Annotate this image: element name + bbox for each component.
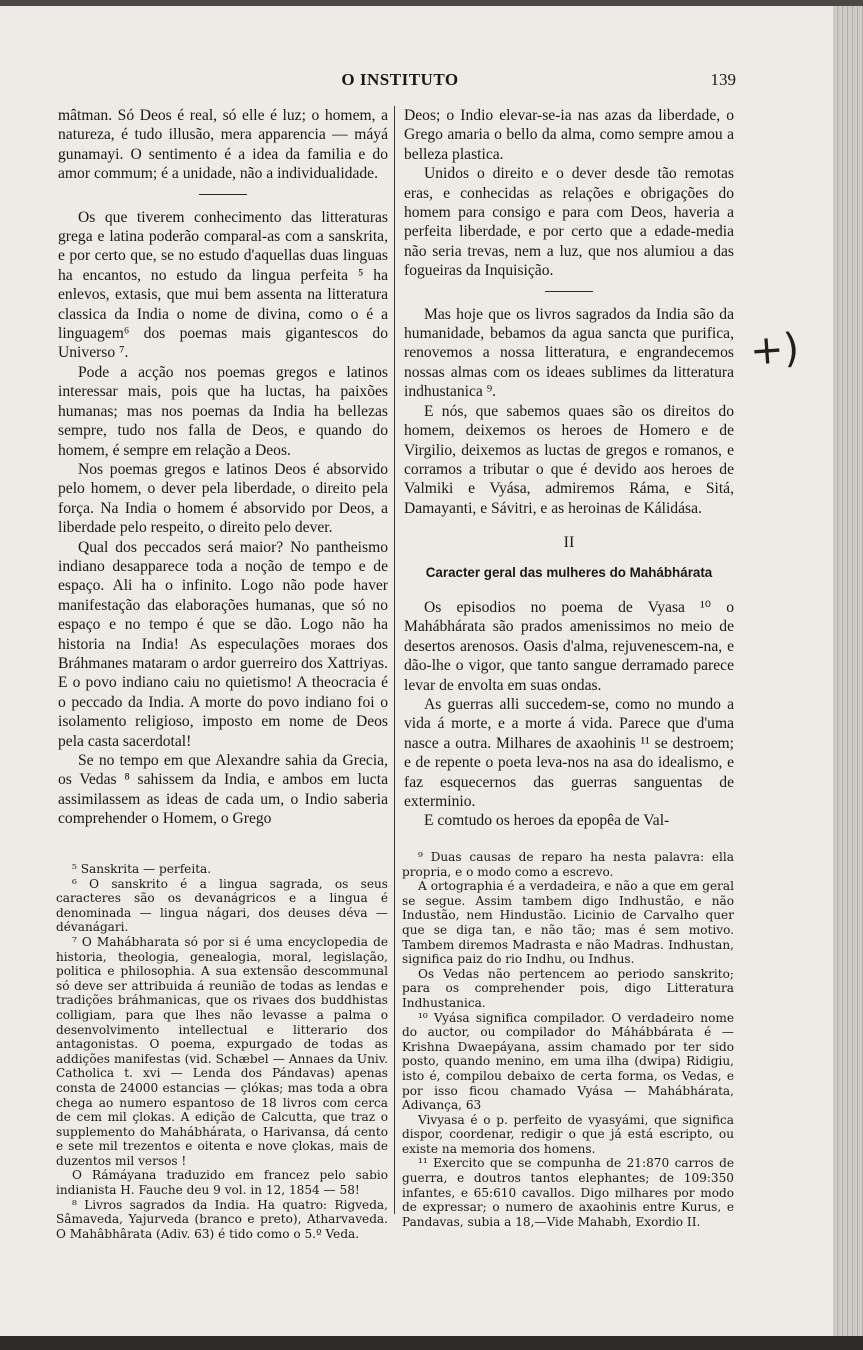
paragraph: mâtman. Só Deos é real, só elle é luz; o homem, a natureza, é tudo illusão, mera apparencia — máyá gunamayi. O sentimento é a idea da familia e do amor commum; é a unidade, não a individualidade. (58, 107, 388, 183)
footnote: ⁶ O sanskrito é a lingua sagrada, os seus caracteres são os devanágricos e a lingua é denominada — lingua nágari, dos deuses déva — dévanágari. (56, 876, 388, 935)
column-divider (394, 106, 395, 1214)
footnote: ¹¹ Exercito que se compunha de 21:870 carros de guerra, e doutros tantos elephantes; de 109:350 infantes, e 65:610 cavallos. Digo milhares por modo de expressar; o numero de axaohinis entre Kurus, e Pandavas, subia a 18,—Vide Mahabh, Exordio II. (402, 1156, 734, 1229)
handwritten-margin-mark: +) (748, 325, 801, 375)
footnote: ⁷ O Mahábharata só por si é uma encyclopedia de historia, theologia, genealogia, moral, legislação, politica e philosophia. A sua extensão descommunal só deve ser attribuida á reunião de todas as lendas e tradições bráhmanicas, que os rivaes dos buddhistas colligiam, para que lhes não levasse a palma o desenvolvimento intellectual e litterario dos antagonistas. O poema, expurgado de todas as addições manifestas (vid. Schæbel — Annaes da Univ. Catholica t. xvi — Lenda dos Pándavas) apenas consta de 24000 estancias — çlókas; mas toda a obra chega ao numero espantoso de 18 livros com cerca de cem mil çlokas. A edição de Calcutta, que traz o supplemento do Mahábhárata, o Harivansa, dá cento e sete mil trezentos e oitenta e nove çlokas, mais de duzentos mil versos ! (56, 934, 388, 1168)
footnote: Vivyasa é o p. perfeito de vyasyámi, que significa dispor, coordenar, redigir o que já está escripto, ou existe na memoria dos homens. (402, 1112, 734, 1156)
footnote: ⁸ Livros sagrados da India. Ha quatro: Rigveda, Sâmaveda, Yajurveda (branco e preto), Atharvaveda. O Mahâbhârata (Adiv. 63) é tido como o 5.º Veda. (56, 1197, 388, 1241)
footnote: ¹⁰ Vyása significa compilador. O verdadeiro nome do auctor, ou compilador do Máhábbárata é — Krishna Dwaepáyana, assim chamado por ter sido posto, quando menino, em uma ilha (dwipa) Ridigiu, isto é, compilou debaixo de certa forma, os Vedas, e por isso ficou chamado Vyása — Mahábhárata, Adivança, 63 (402, 1010, 734, 1113)
paragraph: Os que tiverem conhecimento das litteraturas grega e latina poderão comparal-as com a sanskrita, e por certo que, se no estudo d'aquellas duas linguas ha encantos, no estudo da lingua perfeita ⁵ ha enlevos, extasis, que mui bem assenta na litteratura classica da India o nome de divina, como o é a linguagem⁶ dos poemas mais gigantescos do Universo ⁷. (58, 208, 388, 362)
footnote: O Rámáyana traduzido em francez pelo sabio indianista H. Fauche deu 9 vol. in 12, 1854 — 58! (56, 1168, 388, 1198)
paragraph: E comtudo os heroes da epopêa de Val- (424, 812, 670, 830)
footnote: ⁵ Sanskrita — perfeita. (72, 862, 212, 876)
footnotes-right (402, 850, 734, 1229)
section-title: Caracter geral das mulheres do Mahábhárata (425, 564, 713, 580)
paragraph: Os episodios no poema de Vyasa ¹⁰ o Mahábhárata são prados amenissimos no meio de desertos arenosos. Oasis d'alma, rejuvenescem-na, e dão-lhe o vigor, que tanto sangue derramado parece levar de envolta em suas ondas. (404, 598, 734, 694)
paragraph: Deos; o Indio elevar-se-ia nas azas da liberdade, o Grego amaria o bello da alma, como sempre amou a belleza plastica. (404, 107, 734, 163)
right-column (404, 106, 734, 831)
section-rule (199, 194, 247, 195)
footnote: ⁹ Duas causas de reparo ha nesta palavra: ella propria, e o modo como a escrevo. (402, 850, 734, 879)
page-number: 139 (710, 70, 736, 89)
left-column (58, 106, 388, 829)
section-rule (545, 291, 593, 292)
paragraph: As guerras alli succedem-se, como no mundo a vida á morte, e a morte á vida. Parece que d'uma nasce a outra. Milhares de axaohinis ¹¹ se destroem; e de repente o poeta leva-nos na asa do idealismo, e faz esquecernos das guerras sanguentas de exterminio. (404, 695, 734, 810)
paragraph: Nos poemas gregos e latinos Deos é absorvido pelo homem, o dever pela liberdade, o direito pela força. Na India o homem é absorvido por Deos, a liberdade pelo respeito, o direito pelo dever. (58, 460, 388, 537)
footnote: Os Vedas não pertencem ao periodo sanskrito; para os comprehender pois, digo Litteratura Indhustanica. (402, 966, 734, 1010)
scan-bottom-edge (0, 1336, 863, 1350)
paragraph: Unidos o direito e o dever desde tão remotas eras, e conhecidas as relações e obrigações do homem para consigo e para com Deos, haveria a perfeita liberdade, e por certo que a edade-media não seria trevas, nem a luz, que nos alumiou a das fogueiras da Inquisição. (404, 165, 734, 280)
section-number: II (563, 534, 575, 552)
running-title: O INSTITUTO (341, 70, 459, 89)
footnote: A ortographia é a verdadeira, e não a que em geral se segue. Assim tambem digo Indhustão, e não Industão, nem Hindustão. Licinio de Carvalho quer que se diga tan, e não tão; mas é sem motivo. Tambem diremos Madrasta e não Madras. Indhustan, significa paiz do rio Indhu, ou Indhus. (402, 879, 734, 967)
running-header (60, 70, 740, 96)
footnotes-left (56, 862, 388, 1241)
paragraph: E nós, que sabemos quaes são os direitos do homem, deixemos os heroes de Homero e de Virgilio, deixemos as luctas de gregos e romanos, e corramos a tributar o que é devido aos heroes de Valmiki e Vyása, admiremos Ráma, e Sitá, Damayanti, e Sávitri, e as heroinas de Kálidása. (404, 402, 734, 517)
paragraph: Mas hoje que os livros sagrados da India são da humanidade, bebamos da agua sancta que purifica, renovemos a nossa litteratura, e engrandecemos nossas almas com os ideaes sublimes da litteratura indhustanica ⁹. (404, 305, 734, 401)
paragraph: Se no tempo em que Alexandre sahia da Grecia, os Vedas ⁸ sahissem da India, e ambos em lucta assimilassem as ideas de cada um, o Indio saberia comprehender o Homem, o Grego (58, 752, 388, 828)
paragraph: Qual dos peccados será maior? No pantheismo indiano desapparece toda a noção de tempo e de espaço. Ali ha o infinito. Logo não pode haver manifestação das elaborações humanas, que só no espaço e no tempo é que se dão. Logo não ha historia na India! As especulações moraes dos Bráhmanes mataram o ardor guerreiro dos Xattriyas. E o povo indiano caiu no quietismo! A theocracia é o peccado da India. A morte do povo indiano foi o isolamento religioso, imposto em nome de Deos pela casta sacerdotal! (58, 538, 388, 750)
paragraph: Pode a acção nos poemas gregos e latinos interessar mais, pois que ha luctas, ha paixões humanas; mas nos poemas da India ha bellezas sempre, tudo nos falla de Deos, e quando do homem, é sempre em relação a Deos. (58, 363, 388, 459)
book-page-edges (833, 6, 863, 1336)
